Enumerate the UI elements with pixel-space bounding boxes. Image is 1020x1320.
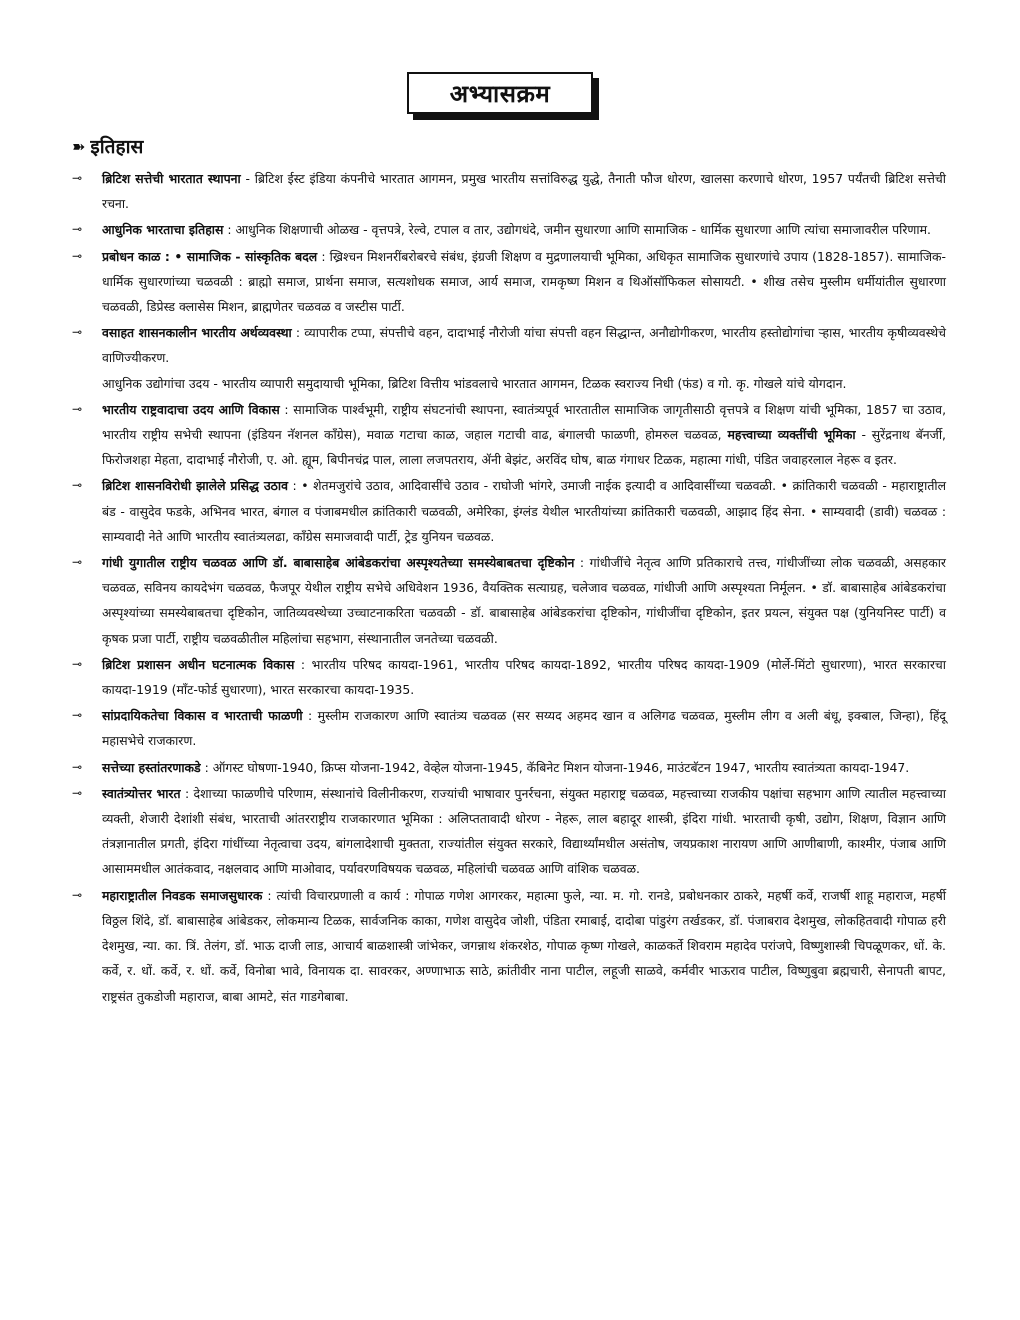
list-item [72, 781, 946, 882]
item-heading: ब्रिटिश शासनविरोधी झालेले प्रसिद्ध उठाव [102, 478, 288, 494]
page-title: अभ्यासक्रम [407, 72, 593, 114]
list-item [72, 703, 946, 753]
item-body: गांधीजींचे नेतृत्व आणि प्रतिकाराचे तत्त्व, गांधीजींच्या लोक चळवळी, असहकार चळवळ, सविनय कायदेभंग चळवळ, फैजपूर येथील राष्ट्रीय सभेचे अधिवेशन 1936, वैयक्तिक सत्याग्रह, चलेजाव चळवळ, गांधीजी आणि अस्पृश्यता निर्मूलन. • डॉ. बाबासाहेब आंबेडकरांचा अस्पृश्यांच्या समस्येबाबतचा दृष्टिकोन, जातिव्यवस्थेच्या उच्चाटनाकरिता चळवळी - डॉ. बाबासाहेब आंबेडकरांचा दृष्टिकोन, गांधीजींचा दृष्टिकोन, इतर प्रयत्न, संयुक्त पक्ष (युनियनिस्ट पार्टी) व कृषक प्रजा पार्टी, राष्ट्रीय चळवळीतील महिलांचा सहभाग, संस्थानातील जनतेच्या चळवळी. [102, 555, 946, 646]
item-separator: : [279, 401, 294, 417]
item-heading: गांधी युगातील राष्ट्रीय चळवळ आणि डॉ. बाबासाहेब आंबेडकरांचा अस्पृश्यतेच्या समस्येबाबतचा दृष्टिकोन [102, 555, 575, 571]
bullet-icon: ⊸ [72, 887, 82, 902]
list-item [72, 652, 946, 702]
item-body: आधुनिक शिक्षणाची ओळख - वृत्तपत्रे, रेल्वे, टपाल व तार, उद्योगधंदे, जमीन सुधारणा आणि सामाजिक - धार्मिक सुधारणा आणि त्यांचा समाजावरील परिणाम. [235, 222, 931, 238]
item-heading: सांप्रदायिकतेचा विकास व भारताची फाळणी [102, 708, 303, 724]
item-separator: : [262, 887, 277, 903]
item-heading: महाराष्ट्रातील निवडक समाजसुधारक [102, 887, 263, 903]
item-body: सामाजिक पार्श्वभूमी, राष्ट्रीय संघटनांची स्थापना, स्वातंत्र्यपूर्व भारतातील सामाजिक जागृतीसाठी वृत्तपत्रे व शिक्षण यांची भूमिका, 1857 चा उठाव, भारतीय राष्ट्रीय सभेची स्थापना (इंडियन नॅशनल कॉंग्रेस), मवाळ गटाचा काळ, जहाल गटाची वाढ, बंगालची फाळणी, होमरुल चळवळ, [102, 401, 947, 443]
item-separator: : [294, 656, 312, 672]
bullet-icon: ⊸ [72, 785, 82, 800]
section-title: इतिहास [90, 136, 144, 158]
bullet-icon: ⊸ [72, 478, 82, 493]
list-item [72, 217, 946, 242]
item-heading: भारतीय राष्ट्रवादाचा उदय आणि विकास [102, 401, 280, 417]
item-heading: आधुनिक भारताचा इतिहास [102, 222, 224, 238]
item-body: ऑगस्ट घोषणा-1940, क्रिप्स योजना-1942, वेव्हेल योजना-1945, कॅबिनेट मिशन योजना-1946, माउंटबॅटन 1947, भारतीय स्वातंत्र्यता कायदा-1947. [212, 759, 910, 775]
list-item [72, 883, 946, 1009]
item-separator: : [287, 478, 302, 494]
item-heading: प्रबोधन काळ : • सामाजिक - सांस्कृतिक बदल [102, 248, 318, 264]
syllabus-list [72, 166, 946, 1010]
bullet-icon: ⊸ [72, 759, 82, 774]
list-item [72, 755, 946, 780]
item-separator: : [302, 708, 318, 724]
item-extra-paragraph: आधुनिक उद्योगांचा उदय - भारतीय व्यापारी समुदायाची भूमिका, ब्रिटिश वित्तीय भांडवलाचे भारतात आगमन, टिळक स्वराज्य निधी (फंड) व गो. कृ. गोखले यांचे योगदान. [102, 375, 847, 391]
item-inline-heading: महत्त्वाच्या व्यक्तींची भूमिका [727, 427, 856, 443]
item-body: • शेतमजुरांचे उठाव, आदिवासींचे उठाव - राघोजी भांगरे, उमाजी नाईक इत्यादी व आदिवासींच्या चळवळी. • क्रांतिकारी चळवळी - महाराष्ट्रातील बंड - वासुदेव फडके, अभिनव भारत, बंगाल व पंजाबमधील क्रांतिकारी चळवळी, अमेरिका, इंग्लंड येथील भारतीयांच्या क्रांतिकारी चळवळी, आझाद हिंद सेना. • साम्यवादी (डावी) चळवळ : साम्यवादी नेते आणि भारतीय स्वातंत्र्यलढा, कॉंग्रेस समाजवादी पार्टी, ट्रेड युनियन चळवळ. [102, 478, 946, 544]
item-separator: - [240, 171, 255, 186]
list-item [72, 320, 946, 396]
item-separator: : [223, 222, 236, 238]
item-separator: : [180, 785, 194, 801]
item-body: ब्रिटिश ईस्ट इंडिया कंपनीचे भारतात आगमन, प्रमुख भारतीय सत्तांविरुद्ध युद्धे, तैनाती फौज धोरण, खालसा करणाचे धोरण, 1957 पर्यंतची ब्रिटिश सत्तेची रचना. [102, 171, 946, 212]
list-item [72, 166, 946, 216]
bullet-icon: ⊸ [72, 656, 82, 671]
item-heading: ब्रिटिश सत्तेची भारतात स्थापना [102, 171, 241, 186]
list-item [72, 473, 946, 549]
section-heading [72, 133, 143, 159]
item-heading: वसाहत शासनकालीन भारतीय अर्थव्यवस्था [102, 325, 292, 341]
bullet-icon: ⊸ [72, 401, 82, 416]
list-item [72, 244, 946, 320]
bullet-icon: ⊸ [72, 708, 82, 723]
bullet-icon: ⊸ [72, 248, 82, 263]
list-item [72, 397, 946, 473]
item-separator: : [291, 325, 305, 341]
title-box [407, 72, 597, 118]
item-body: देशाच्या फाळणीचे परिणाम, संस्थानांचे विलीनीकरण, राज्यांची भाषावार पुनर्रचना, संयुक्त महाराष्ट्र चळवळ, महत्त्वाच्या राजकीय पक्षांचा सहभाग आणि त्यातील महत्त्वाच्या व्यक्ती, शेजारी देशांशी संबंध, भारताची आंतरराष्ट्रीय राजकारणात भूमिका : अलिप्ततावादी धोरण - नेहरू, लाल बहादूर शास्त्री, इंदिरा गांधी. भारताची कृषी, उद्योग, शिक्षण, विज्ञान आणि तंत्रज्ञानातील प्रगती, इंदिरा गांधींच्या नेतृत्वाचा उदय, बांगलादेशाची मुक्तता, राज्यांतील संयुक्त सरकारे, विद्यार्थ्यांमधील असंतोष, जयप्रकाश नारायण आणि आणीबाणी, काश्मीर, पंजाब आणि आसाममधील आतंकवाद, नक्षलवाद आणि माओवाद, पर्यावरणविषयक चळवळ, महिलांची चळवळ आणि वांशिक चळवळ. [102, 785, 946, 877]
item-separator: : [200, 759, 213, 775]
item-heading: स्वातंत्र्योत्तर भारत [102, 785, 181, 801]
item-heading: ब्रिटिश प्रशासन अधीन घटनात्मक विकास [102, 656, 295, 672]
item-heading: सत्तेच्या हस्तांतरणाकडे [102, 759, 201, 775]
item-body: ख्रिश्चन मिशनरींबरोबरचे संबंध, इंग्रजी शिक्षण व मुद्रणालयाची भूमिका, अधिकृत सामाजिक सुधारणांचे उपाय (1828-1857). सामाजिक-धार्मिक सुधारणांच्या चळवळी : ब्राह्मो समाज, प्रार्थना समाज, सत्यशोधक समाज, आर्य समाज, रामकृष्ण मिशन व थिऑसॉफिकल सोसायटी. • शीख तसेच मुस्लीम धर्मीयांतील सुधारणा चळवळी, डिप्रेस्ड क्लासेस मिशन, ब्राह्मणेतर चळवळ व जस्टीस पार्टी. [102, 248, 946, 315]
bullet-icon: ⊸ [72, 222, 82, 237]
item-body: मुस्लीम राजकारण आणि स्वातंत्र्य चळवळ (सर सय्यद अहमद खान व अलिगढ चळवळ, मुस्लीम लीग व अली बंधू, इक्बाल, जिन्हा), हिंदू महासभेचे राजकारण. [102, 708, 946, 749]
bullet-icon: ⊸ [72, 555, 82, 570]
item-body: त्यांची विचारप्रणाली व कार्य : गोपाळ गणेश आगरकर, महात्मा फुले, न्या. म. गो. रानडे, प्रबोधनकार ठाकरे, महर्षी कर्वे, राजर्षी शाहू महाराज, महर्षी विठ्ठल शिंदे, डॉ. बाबासाहेब आंबेडकर, लोकमान्य टिळक, सार्वजनिक काका, गणेश वासुदेव जोशी, पंडिता रमाबाई, दादोबा पांडुरंग तर्खडकर, डॉ. पंजाबराव देशमुख, लोकहितवादी गोपाळ हरी देशमुख, न्या. का. त्रिं. तेलंग, डॉ. भाऊ दाजी लाड, आचार्य बाळशास्त्री जांभेकर, जगन्नाथ शंकरशेठ, गोपाळ कृष्ण गोखले, काळकर्ते शिवराम महादेव परांजपे, विष्णुशास्त्री चिपळूणकर, धों. के. कर्वे, र. धों. कर्वे, र. धों. कर्वे, विनोबा भावे, विनायक दा. सावरकर, अण्णाभाऊ साठे, क्रांतीवीर नाना पाटील, लहूजी साळवे, कर्मवीर भाऊराव पाटील, विष्णुबुवा ब्रह्मचारी, सेनापती बापट, राष्ट्रसंत तुकडोजी महाराज, बाबा आमटे, संत गाडगेबाबा. [102, 887, 946, 1004]
item-separator: : [317, 248, 330, 264]
bullet-icon: ⊸ [72, 325, 82, 340]
bullet-icon: ⊸ [72, 171, 82, 185]
arrow-icon: ➽ [72, 136, 83, 156]
item-body: व्यापारीक टप्पा, संपत्तीचे वहन, दादाभाई नौरोजी यांचा संपत्ती वहन सिद्धान्त, अनौद्योगीकरण, भारतीय हस्तोद्योगांचा ऱ्हास, भारतीय कृषीव्यवस्थेचे वाणिज्यीकरण. [102, 325, 946, 366]
item-body-continued: - सुरेंद्रनाथ बॅनर्जी, फिरोजशहा मेहता, दादाभाई नौरोजी, ए. ओ. ह्यूम, बिपीनचंद्र पाल, लाला लजपतराय, ॲनी बेझंट, अरविंद घोष, बाळ गंगाधर टिळक, महात्मा गांधी, पंडित जवाहरलाल नेहरू व इतर. [102, 427, 946, 468]
item-body: भारतीय परिषद कायदा-1961, भारतीय परिषद कायदा-1892, भारतीय परिषद कायदा-1909 (मोर्ले-मिंटो सुधारणा), भारत सरकारचा कायदा-1919 (मॉंट-फोर्ड सुधारणा), भारत सरकारचा कायदा-1935. [102, 656, 946, 698]
list-item [72, 550, 946, 651]
item-separator: : [574, 555, 590, 571]
